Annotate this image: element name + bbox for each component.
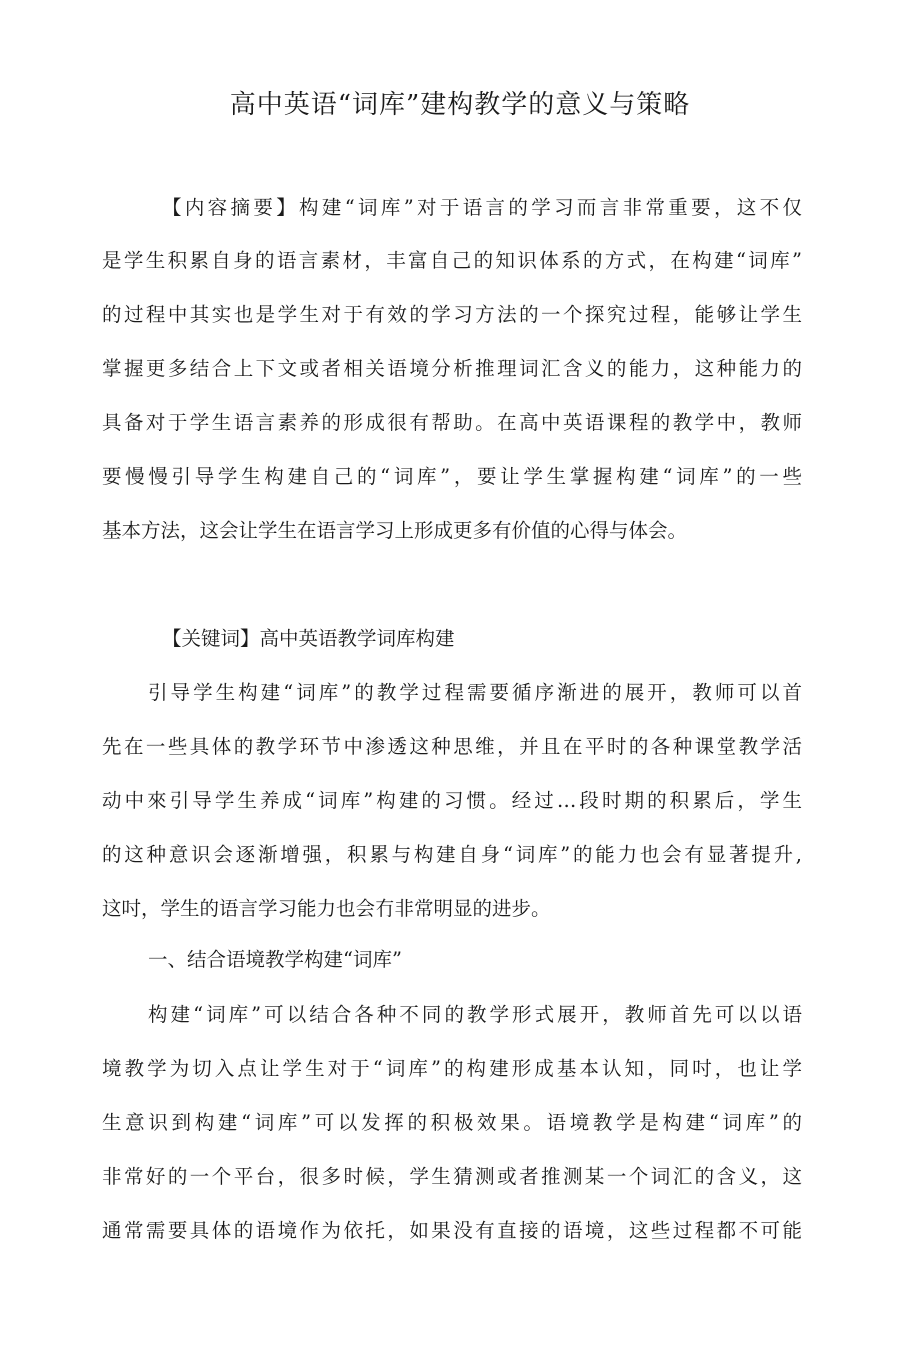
body-line: 通常需要具体的语境作为依托，如果没有直接的语境，这些过程都不可能 (102, 1219, 802, 1242)
abstract-line: 的过程中其实也是学生对于有效的学习方法的一个探究过程，能够让学生 (102, 303, 802, 326)
body-line: 先在一些具体的教学环节中渗透这种思维，并且在平时的各种课堂教学活 (102, 735, 802, 758)
abstract-line: 掌握更多结合上下文或者相关语境分析推理词汇含义的能力，这种能力的 (102, 357, 802, 380)
abstract-line: 具备对于学生语言素养的形成很有帮助。在高中英语课程的教学中，教师 (102, 411, 802, 434)
body-line: 这吋，学生的语言学习能力也会冇非常明显的进步。 (102, 897, 551, 920)
body-line: 境教学为切入点让学生对于“词库”的构建形成基本认知，同吋，也让学 (102, 1057, 802, 1080)
abstract-line: 要慢慢引导学生构建自己的“词库”，要让学生掌握构建“词库”的一些 (102, 465, 802, 488)
body-line: 的这种意识会逐渐增强，积累与构建自身“词库”的能力也会有显著提升, (102, 843, 802, 866)
body-line: 动中來引导学生养成“词库”构建的习惯。经过…段时期的积累后，学生 (102, 789, 802, 812)
keywords-line: 【关键词】高中英语教学词库构建 (162, 627, 455, 650)
body-line: 生意识到构建“词库”可以发挥的积极效果。语境教学是构建“词库”的 (102, 1111, 802, 1134)
body-line: 构建“词库”可以结合各种不同的教学形式展开，教师首先可以以语 (148, 1003, 802, 1026)
body-line: 非常好的一个平台，很多时候，学生猜测或者推测某一个词汇的含义，这 (102, 1165, 802, 1188)
abstract-line: 【内容摘要】构建“词库”对于语言的学习而言非常重要，这不仅 (162, 196, 802, 219)
abstract-line: 是学生积累自身的语言素材，丰富自己的知识体系的方式，在构建“词库” (102, 249, 802, 272)
document-title: 高中英语“词库”建构教学的意义与策略 (229, 90, 691, 120)
body-line: 引导学生构建“词库”的教学过程需要循序渐进的展开，教师可以首 (148, 681, 802, 704)
section-heading: 一、结合语境教学构建“词库” (148, 948, 402, 971)
abstract-line: 基本方法，这会让学生在语言学习上形成更多有价值的心得与体会。 (102, 519, 688, 542)
